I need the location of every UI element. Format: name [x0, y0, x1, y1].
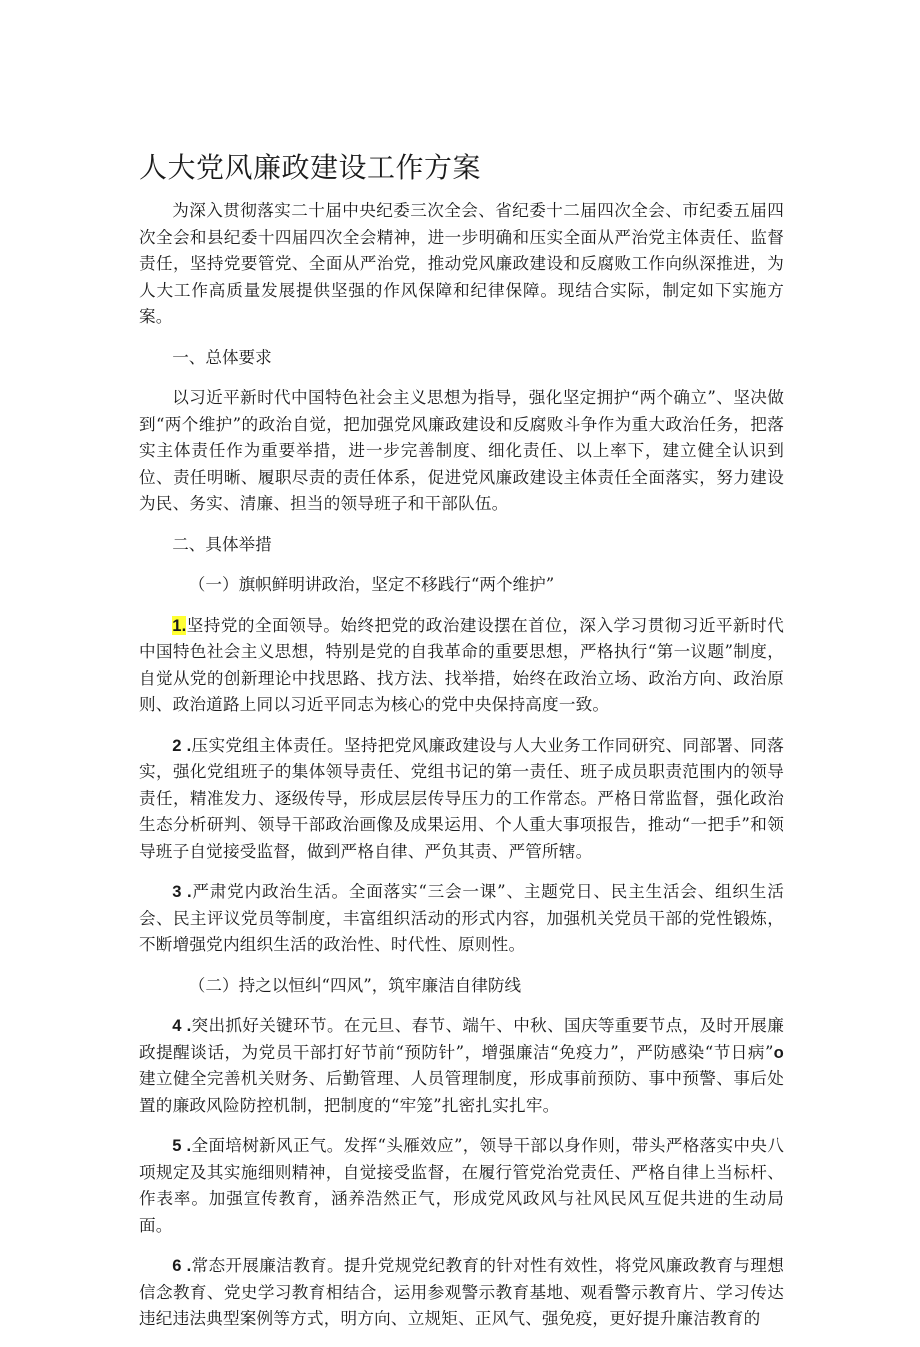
measure-item-3: [139, 879, 784, 959]
measure-item-2: [139, 733, 784, 866]
item-text: 坚持党的全面领导。始终把党的政治建设摆在首位，深入学习贯彻习近平新时代中国特色社会主义思想，特别是党的自我革命的重要思想，严格执行“第一议题”制度，自觉从党的创新理论中找思路、找方法、找举措，始终在政治立场、政治方向、政治原则、政治道路上同以习近平同志为核心的党中央保持高度一致。: [139, 615, 784, 714]
document-title: 人大党风廉政建设工作方案: [139, 151, 482, 184]
item-number: 4 .: [172, 1016, 192, 1035]
measure-item-1: [139, 613, 784, 719]
item-text: 压实党组主体责任。坚持把党风廉政建设与人大业务工作同研究、同部署、同落实，强化党组班子的集体领导责任、党组书记的第一责任、班子成员职责范围内的领导责任，精准发力、逐级传导，形成层层传导压力的工作常态。严格日常监督，强化政治生态分析研判、领导干部政治画像及成果运用、个人重大事项报告，推动“一把手”和领导班子自觉接受监督，做到严格自律、严负其责、严管所辖。: [139, 735, 784, 861]
item-number: 3 .: [172, 882, 192, 901]
section-heading-general-requirements: 一、总体要求: [172, 347, 272, 367]
item-text: 常态开展廉洁教育。提升党规党纪教育的针对性有效性，将党风廉政教育与理想信念教育、党史学习教育相结合，运用参观警示教育基地、观看警示教育片、学习传达违纪违法典型案例等方式，明方向、立规矩、正风气、强免疫，更好提升廉洁教育的: [139, 1256, 784, 1328]
measure-item-4: [139, 1013, 784, 1119]
item-text: 建立健全完善机关财务、后勤管理、人员管理制度，形成事前预防、事中预警、事后处置的廉政风险防控机制，把制度的“牢笼”扎密扎实扎牢。: [139, 1069, 784, 1115]
item-text: 全面培树新风正气。发挥“头雁效应”，领导干部以身作则，带头严格落实中央八项规定及其实施细则精神，自觉接受监督，在履行管党治党责任、严格自律上当标杆、作表率。加强宣传教育，涵养浩然正气，形成党风政风与社风民风互促共进的生动局面。: [139, 1136, 784, 1235]
subheading-four-styles: （二）持之以恒纠“四风”，筑牢廉洁自律防线: [188, 975, 522, 995]
bullet-marker: o: [773, 1042, 784, 1062]
general-requirements-paragraph: 以习近平新时代中国特色社会主义思想为指导，强化坚定拥护“两个确立”、坚决做到“两个维护”的政治自觉，把加强党风廉政建设和反腐败斗争作为重大政治任务，把落实主体责任作为重要举措，进一步完善制度、细化责任、以上率下，建立健全认识到位、责任明晰、履职尽责的责任体系，促进党风廉政建设主体责任全面落实，努力建设为民、务实、清廉、担当的领导班子和干部队伍。: [139, 388, 784, 513]
item-number: 2 .: [172, 735, 192, 755]
document-body: [139, 198, 784, 1347]
item-text: 严肃党内政治生活。全面落实“三会一课”、主题党日、民主生活会、组织生活会、民主评议党员等制度，丰富组织活动的形式内容，加强机关党员干部的党性锻炼，不断增强党内组织生活的政治性、时代性、原则性。: [139, 882, 784, 954]
item-number-highlighted: 1.: [172, 615, 187, 635]
item-number: 6 .: [172, 1256, 192, 1275]
measure-item-5: [139, 1133, 784, 1239]
intro-paragraph: 为深入贯彻落实二十届中央纪委三次全会、省纪委十二届四次全会、市纪委五届四次全会和县纪委十四届四次全会精神，进一步明确和压实全面从严治党主体责任、监督责任，坚持党要管党、全面从严治党，推动党风廉政建设和反腐败工作向纵深推进，为人大工作高质量发展提供坚强的作风保障和纪律保障。现结合实际，制定如下实施方案。: [139, 201, 784, 326]
section-heading-specific-measures: 二、具体举措: [172, 534, 272, 554]
measure-item-6: [139, 1253, 784, 1333]
subheading-politics: （一）旗帜鲜明讲政治，坚定不移践行“两个维护”: [188, 575, 555, 594]
item-text: 突出抓好关键环节。在元旦、春节、端午、中秋、国庆等重要节点，及时开展廉政提醒谈话，为党员干部打好节前“预防针”，增强廉洁“免疫力”，严防感染“节日病”: [139, 1016, 784, 1062]
item-number: 5 .: [172, 1136, 192, 1155]
